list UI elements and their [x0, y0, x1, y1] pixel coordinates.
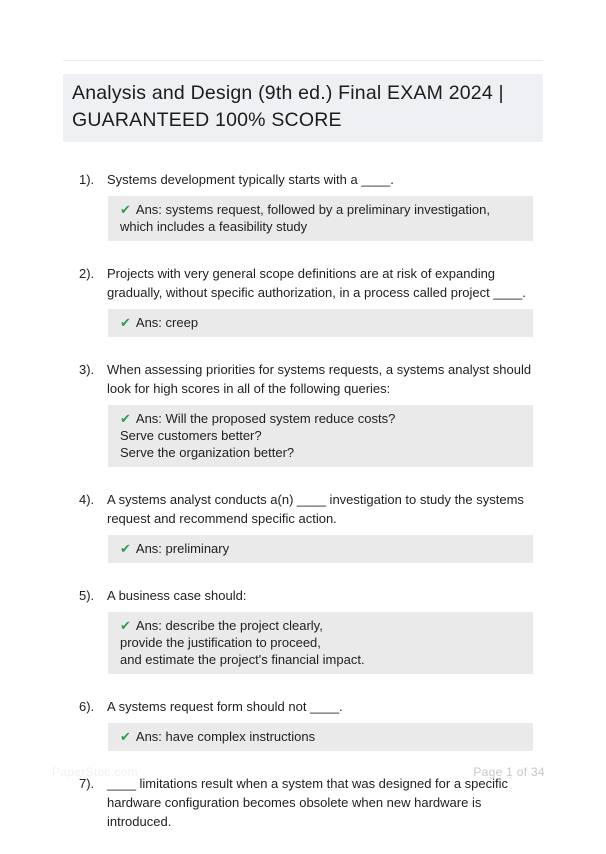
question-number: 5).: [79, 588, 95, 603]
answer-text: Ans: preliminary: [135, 541, 230, 556]
question-number: 2).: [79, 266, 95, 281]
answer-text: provide the justification to proceed,: [120, 635, 321, 650]
exam-title: Analysis and Design (9th ed.) Final EXAM 2024 | GUARANTEED 100% SCORE: [63, 74, 543, 142]
answer-text: Ans: systems request, followed by a preliminary investigation, which includes a feasibility study: [120, 202, 490, 234]
question-item-7: [63, 774, 543, 831]
check-icon: ✔: [120, 618, 131, 633]
check-icon: ✔: [120, 729, 131, 744]
answer-text: Serve customers better?: [120, 428, 262, 443]
check-icon: ✔: [120, 315, 131, 330]
question-item-4: [63, 490, 543, 563]
answer-box: [108, 405, 533, 467]
answer-text: Ans: Will the proposed system reduce costs?: [135, 411, 396, 426]
question-text: Systems development typically starts with a ____.: [107, 172, 394, 187]
question-text: A systems request form should not ____.: [107, 699, 343, 714]
answer-box: [108, 309, 533, 337]
question-text: Projects with very general scope definitions are at risk of expanding gradually, without specific authorization, in a process called project ____.: [107, 266, 526, 300]
check-icon: ✔: [120, 541, 131, 556]
answer-text: Ans: have complex instructions: [135, 729, 316, 744]
question-text: A systems analyst conducts a(n) ____ investigation to study the systems request and recommend specific action.: [107, 492, 524, 526]
question-number: 7).: [79, 776, 95, 791]
check-icon: ✔: [120, 202, 131, 217]
page-number: Page 1 of 34: [473, 765, 545, 779]
top-divider: [63, 60, 543, 61]
answer-box: [108, 196, 533, 241]
answer-box: [108, 612, 533, 674]
question-text: When assessing priorities for systems requests, a systems analyst should look for high scores in all of the following queries:: [107, 362, 532, 396]
question-item-6: [63, 697, 543, 751]
question-number: 3).: [79, 362, 95, 377]
watermark: PaperStoc.com: [52, 765, 138, 779]
question-text: A business case should:: [107, 588, 247, 603]
question-text: ____ limitations result when a system that was designed for a specific hardware configuration becomes obsolete when new hardware is introduced.: [107, 776, 509, 829]
question-item-3: [63, 360, 543, 467]
answer-text: Serve the organization better?: [120, 445, 295, 460]
question-number: 4).: [79, 492, 95, 507]
check-icon: ✔: [120, 411, 131, 426]
question-number: 6).: [79, 699, 95, 714]
answer-box: [108, 535, 533, 563]
question-list: [63, 170, 543, 831]
question-item-1: [63, 170, 543, 241]
question-item-5: [63, 586, 543, 674]
answer-text: and estimate the project's financial impact.: [120, 652, 365, 667]
answer-box: [108, 723, 533, 751]
question-item-2: [63, 264, 543, 337]
page-content: [63, 0, 543, 854]
answer-text: Ans: creep: [135, 315, 199, 330]
answer-text: Ans: describe the project clearly,: [135, 618, 323, 633]
question-number: 1).: [79, 172, 95, 187]
